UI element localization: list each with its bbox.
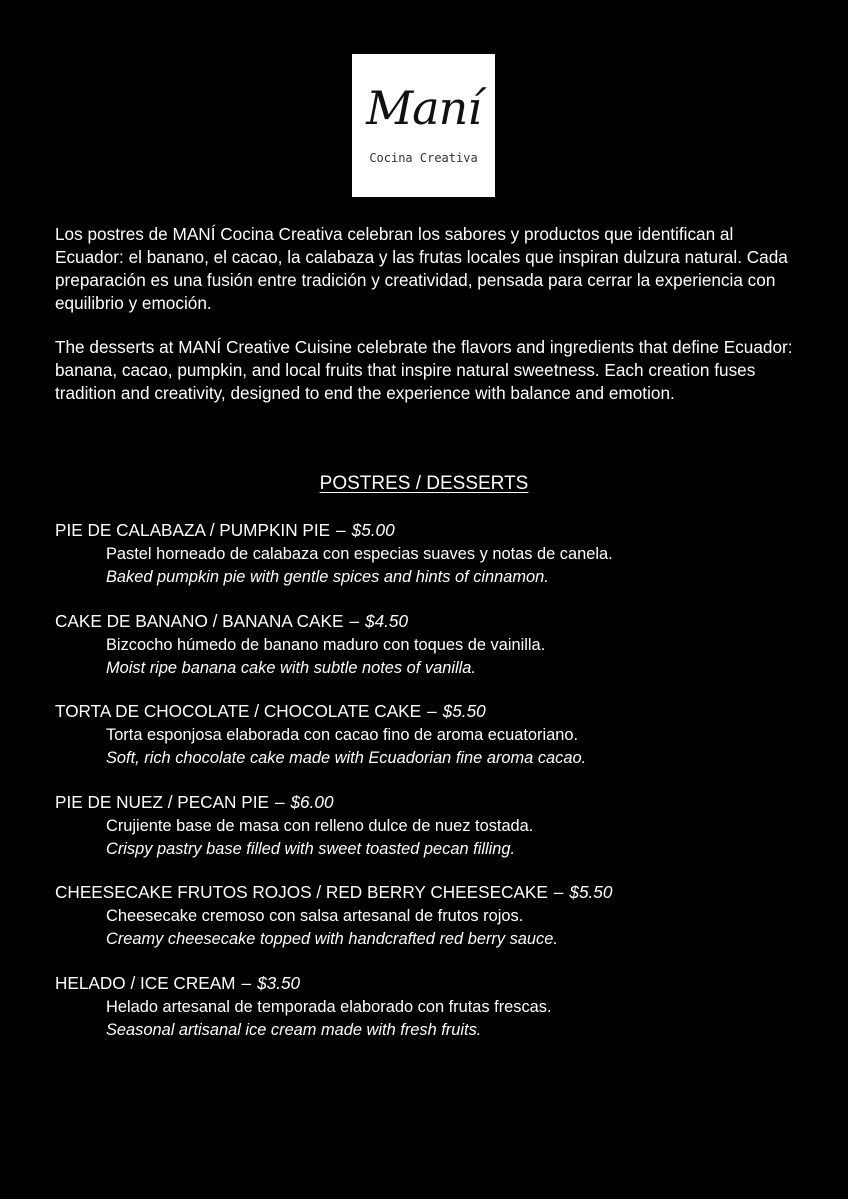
menu-item-price: $6.00 [290,791,334,812]
intro-spanish: Los postres de MANÍ Cocina Creativa celebran los sabores y productos que identifican al Ecuador: el banano, el cacao, la calabaza y las frutas locales que inspiran dulzura natural. Cada preparación es una fusión entre tradición y creatividad, pensada para cerrar la experiencia con equilibrio y emoción. [55,224,788,313]
menu-item-description-es: Cheesecake cremoso con salsa artesanal de frutos rojos. [106,907,524,925]
menu-item-description-en: Baked pumpkin pie with gentle spices and hints of cinnamon. [106,568,549,586]
menu-item-separator: – [427,701,437,721]
menu-item-price: $4.50 [365,610,409,631]
menu-item-price: $5.50 [442,701,486,721]
menu-item-description-es: Pastel horneado de calabaza con especias suaves y notas de canela. [106,545,613,563]
menu-item-price: $3.50 [257,972,301,993]
menu-item-description-es: Helado artesanal de temporada elaborado con frutas frescas. [106,997,552,1016]
menu-item-name: CHEESECAKE FRUTOS ROJOS / RED BERRY CHEESECAKE [55,882,548,902]
menu-item-title [55,609,815,634]
menu-item-separator: – [241,972,252,993]
menu-item-description-en: Crispy pastry base filled with sweet toasted pecan filling. [106,839,516,858]
menu-item [55,790,815,881]
menu-item [55,880,815,971]
dessert-menu [55,518,815,1061]
menu-item-separator: – [336,520,346,540]
logo-subtitle: Cocina Creativa [369,151,478,165]
menu-item-title [55,790,815,815]
intro-english: The desserts at MANÍ Creative Cuisine celebrate the flavors and ingredients that define Ecuador: banana, cacao, pumpkin, and local fruits that inspire natural sweetness. Each creation fuses tradition and creativity, designed to end the experience with balance and emotion. [55,337,793,403]
logo-wordmark: Maní [366,81,481,135]
menu-item-description-en: Moist ripe banana cake with subtle notes of vanilla. [106,658,476,677]
menu-item-separator: – [274,791,285,812]
menu-item [55,971,815,1062]
menu-item-title [55,971,815,996]
menu-item [55,518,815,609]
menu-item-title [55,880,815,905]
menu-item-separator: – [349,610,360,631]
menu-item-name: TORTA DE CHOCOLATE / CHOCOLATE CAKE [55,701,422,721]
section-title: POSTRES / DESSERTS [319,473,529,494]
menu-item-separator: – [553,882,564,902]
menu-item-description-es: Bizcocho húmedo de banano maduro con toques de vainilla. [106,635,546,654]
menu-item-price: $5.50 [569,882,613,902]
menu-item-price: $5.00 [351,520,395,540]
menu-item-description-en: Creamy cheesecake topped with handcrafted red berry sauce. [106,930,558,948]
menu-item [55,699,815,790]
menu-item-description-en: Soft, rich chocolate cake made with Ecuadorian fine aroma cacao. [106,749,587,767]
logo [352,54,495,197]
menu-item-description-en: Seasonal artisanal ice cream made with fresh fruits. [106,1020,482,1039]
menu-item-name: CAKE DE BANANO / BANANA CAKE [55,610,344,631]
menu-item-title [55,699,815,724]
menu-item-title [55,518,815,543]
menu-item-description-es: Crujiente base de masa con relleno dulce de nuez tostada. [106,816,534,835]
menu-item-name: PIE DE CALABAZA / PUMPKIN PIE [55,520,331,540]
menu-item-name: HELADO / ICE CREAM [55,972,236,993]
menu-item [55,609,815,700]
menu-item-description-es: Torta esponjosa elaborada con cacao fino de aroma ecuatoriano. [106,726,578,744]
menu-item-name: PIE DE NUEZ / PECAN PIE [55,791,269,812]
